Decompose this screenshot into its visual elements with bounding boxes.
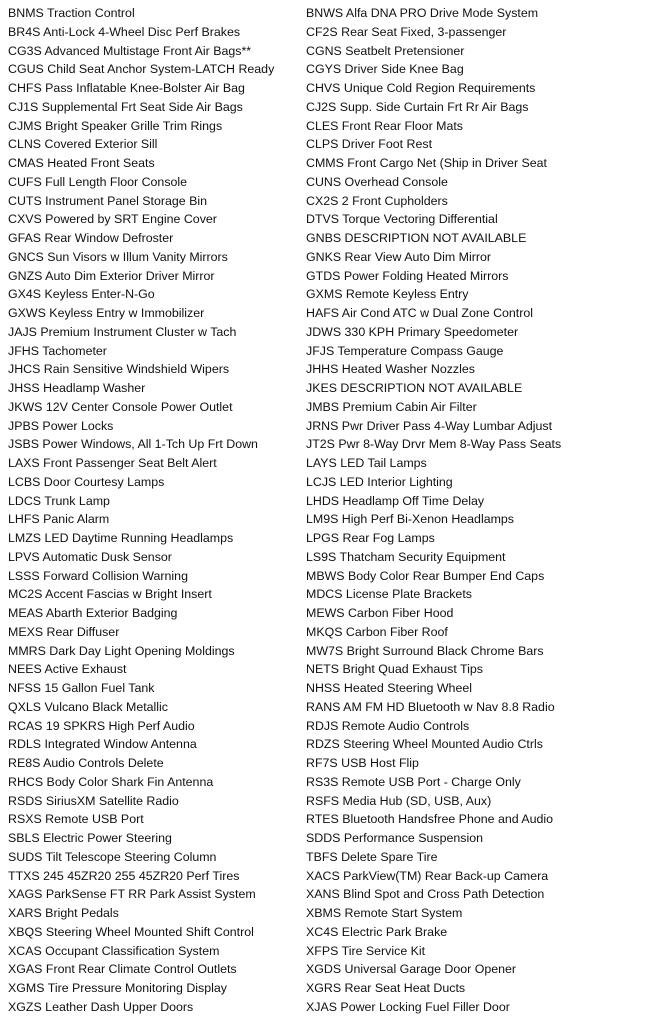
- option-item: CG3S Advanced Multistage Front Air Bags**: [8, 43, 252, 58]
- option-item: CLES Front Rear Floor Mats: [306, 118, 463, 133]
- option-item: CXVS Powered by SRT Engine Cover: [8, 212, 217, 227]
- option-item: RF7S USB Host Flip: [306, 756, 419, 770]
- option-item: XGRS Rear Seat Heat Ducts: [306, 981, 466, 995]
- option-item: XFPS Tire Service Kit: [306, 943, 426, 958]
- option-item: SBLS Electric Power Steering: [8, 831, 172, 845]
- option-item: RHCS Body Color Shark Fin Antenna: [8, 774, 214, 789]
- option-item: GNZS Auto Dim Exterior Driver Mirror: [8, 268, 215, 283]
- option-item: XC4S Electric Park Brake: [306, 924, 448, 939]
- option-item: CGUS Child Seat Anchor System-LATCH Ready: [8, 62, 275, 77]
- option-item: XBQS Steering Wheel Mounted Shift Control: [8, 924, 254, 939]
- option-item: NETS Bright Quad Exhaust Tips: [306, 662, 483, 677]
- option-item: LCJS LED Interior Lighting: [306, 474, 453, 489]
- option-item: LS9S Thatcham Security Equipment: [306, 549, 506, 564]
- option-item: CUFS Full Length Floor Console: [8, 174, 188, 189]
- option-item: JHHS Heated Washer Nozzles: [306, 362, 475, 377]
- option-item: JSBS Power Windows, All 1-Tch Up Frt Down: [8, 437, 258, 452]
- option-item: XARS Bright Pedals: [8, 906, 119, 920]
- option-item: CHFS Pass Inflatable Knee-Bolster Air Bag: [8, 81, 245, 95]
- option-item: JKWS 12V Center Console Power Outlet: [8, 399, 233, 414]
- option-item: CHVS Unique Cold Region Requirements: [306, 81, 536, 95]
- option-item: LPVS Automatic Dusk Sensor: [8, 549, 172, 564]
- option-item: CUTS Instrument Panel Storage Bin: [8, 193, 208, 208]
- option-item: MKQS Carbon Fiber Roof: [306, 624, 448, 639]
- option-item: MC2S Accent Fascias w Bright Insert: [8, 587, 212, 602]
- option-item: GX4S Keyless Enter-N-Go: [8, 287, 155, 302]
- option-item: LHFS Panic Alarm: [8, 512, 110, 527]
- option-item: GNBS DESCRIPTION NOT AVAILABLE: [306, 231, 527, 245]
- option-item: GNCS Sun Visors w Illum Vanity Mirrors: [8, 249, 228, 264]
- option-item: BNMS Traction Control: [8, 6, 135, 20]
- option-item: XJAS Power Locking Fuel Filler Door: [306, 999, 510, 1014]
- option-item: RANS AM FM HD Bluetooth w Nav 8.8 Radio: [306, 699, 555, 714]
- option-item: XCAS Occupant Classification System: [8, 943, 220, 958]
- option-item: JAJS Premium Instrument Cluster w Tach: [8, 324, 237, 339]
- option-item: CMMS Front Cargo Net (Ship in Driver Seat: [306, 156, 548, 170]
- option-item: LAYS LED Tail Lamps: [306, 456, 427, 470]
- option-item: JKES DESCRIPTION NOT AVAILABLE: [306, 381, 523, 395]
- option-item: DTVS Torque Vectoring Differential: [306, 212, 498, 227]
- option-item: MEXS Rear Diffuser: [8, 624, 120, 639]
- option-item: BR4S Anti-Lock 4-Wheel Disc Perf Brakes: [8, 24, 241, 39]
- option-item: JHSS Headlamp Washer: [8, 381, 146, 395]
- option-item: JT2S Pwr 8-Way Drvr Mem 8-Way Pass Seats: [306, 437, 562, 452]
- option-item: CJ1S Supplemental Frt Seat Side Air Bags: [8, 99, 243, 114]
- option-item: JRNS Pwr Driver Pass 4-Way Lumbar Adjust: [306, 418, 553, 433]
- option-item: CGYS Driver Side Knee Bag: [306, 62, 464, 77]
- option-item: CLNS Covered Exterior Sill: [8, 137, 158, 152]
- option-item: CJ2S Supp. Side Curtain Frt Rr Air Bags: [306, 99, 529, 114]
- option-item: MEWS Carbon Fiber Hood: [306, 606, 454, 620]
- option-item: NHSS Heated Steering Wheel: [306, 681, 472, 695]
- option-item: SDDS Performance Suspension: [306, 831, 483, 845]
- option-item: XGAS Front Rear Climate Control Outlets: [8, 962, 237, 977]
- option-item: RSXS Remote USB Port: [8, 812, 144, 827]
- option-item: MMRS Dark Day Light Opening Moldings: [8, 643, 235, 658]
- option-item: RDZS Steering Wheel Mounted Audio Ctrls: [306, 737, 543, 752]
- option-item: XANS Blind Spot and Cross Path Detection: [306, 887, 545, 902]
- option-item: LDCS Trunk Lamp: [8, 493, 110, 508]
- option-item: XGDS Universal Garage Door Opener: [306, 962, 517, 977]
- option-item: MDCS License Plate Brackets: [306, 587, 472, 602]
- option-item: XBMS Remote Start System: [306, 906, 463, 920]
- option-item: GNKS Rear View Auto Dim Mirror: [306, 249, 491, 264]
- option-item: SUDS Tilt Telescope Steering Column: [8, 849, 217, 864]
- option-item: TTXS 245 45ZR20 255 45ZR20 Perf Tires: [8, 868, 240, 883]
- option-item: CJMS Bright Speaker Grille Trim Rings: [8, 118, 223, 133]
- option-item: JMBS Premium Cabin Air Filter: [306, 399, 477, 414]
- option-item: CMAS Heated Front Seats: [8, 156, 155, 170]
- option-item: RDLS Integrated Window Antenna: [8, 737, 197, 752]
- right-option-column: [306, 4, 646, 1017]
- option-item: LHDS Headlamp Off Time Delay: [306, 493, 485, 508]
- option-item: GXMS Remote Keyless Entry: [306, 287, 469, 302]
- option-item: RDJS Remote Audio Controls: [306, 718, 470, 733]
- option-item: LSSS Forward Collision Warning: [8, 568, 188, 583]
- option-item: RS3S Remote USB Port - Charge Only: [306, 774, 521, 789]
- option-item: QXLS Vulcano Black Metallic: [8, 699, 169, 714]
- option-item: NEES Active Exhaust: [8, 662, 127, 677]
- option-item: RSFS Media Hub (SD, USB, Aux): [306, 793, 492, 808]
- option-item: GFAS Rear Window Defroster: [8, 231, 174, 245]
- option-item: XACS ParkView(TM) Rear Back-up Camera: [306, 868, 549, 883]
- option-item: LAXS Front Passenger Seat Belt Alert: [8, 456, 217, 470]
- option-item: LMZS LED Daytime Running Headlamps: [8, 531, 234, 545]
- option-item: NFSS 15 Gallon Fuel Tank: [8, 681, 155, 695]
- option-item: LM9S High Perf Bi-Xenon Headlamps: [306, 512, 514, 527]
- option-item: RTES Bluetooth Handsfree Phone and Audio: [306, 812, 554, 827]
- option-item: CX2S 2 Front Cupholders: [306, 193, 448, 208]
- option-item: CLPS Driver Foot Rest: [306, 137, 433, 152]
- option-item: BNWS Alfa DNA PRO Drive Mode System: [306, 6, 539, 20]
- option-item: CUNS Overhead Console: [306, 174, 448, 189]
- option-item: MW7S Bright Surround Black Chrome Bars: [306, 643, 544, 658]
- option-item: XGZS Leather Dash Upper Doors: [8, 999, 194, 1014]
- option-item: XGMS Tire Pressure Monitoring Display: [8, 981, 227, 995]
- option-item: RCAS 19 SPKRS High Perf Audio: [8, 718, 195, 733]
- option-item: JDWS 330 KPH Primary Speedometer: [306, 324, 519, 339]
- option-item: TBFS Delete Spare Tire: [306, 849, 438, 864]
- option-item: JFHS Tachometer: [8, 343, 107, 358]
- option-item: GTDS Power Folding Heated Mirrors: [306, 268, 509, 283]
- option-item: LCBS Door Courtesy Lamps: [8, 474, 165, 489]
- option-item: CF2S Rear Seat Fixed, 3-passenger: [306, 24, 507, 39]
- option-item: GXWS Keyless Entry w Immobilizer: [8, 306, 205, 320]
- option-item: XAGS ParkSense FT RR Park Assist System: [8, 887, 256, 902]
- option-item: MBWS Body Color Rear Bumper End Caps: [306, 568, 545, 583]
- option-item: JFJS Temperature Compass Gauge: [306, 343, 504, 358]
- option-item: CGNS Seatbelt Pretensioner: [306, 43, 465, 58]
- left-option-column: [8, 4, 328, 1017]
- option-item: JPBS Power Locks: [8, 418, 114, 433]
- option-item: RSDS SiriusXM Satellite Radio: [8, 793, 179, 808]
- option-item: JHCS Rain Sensitive Windshield Wipers: [8, 362, 230, 377]
- option-item: HAFS Air Cond ATC w Dual Zone Control: [306, 306, 534, 320]
- option-item: MEAS Abarth Exterior Badging: [8, 606, 178, 620]
- option-item: RE8S Audio Controls Delete: [8, 756, 164, 770]
- option-item: LPGS Rear Fog Lamps: [306, 531, 435, 545]
